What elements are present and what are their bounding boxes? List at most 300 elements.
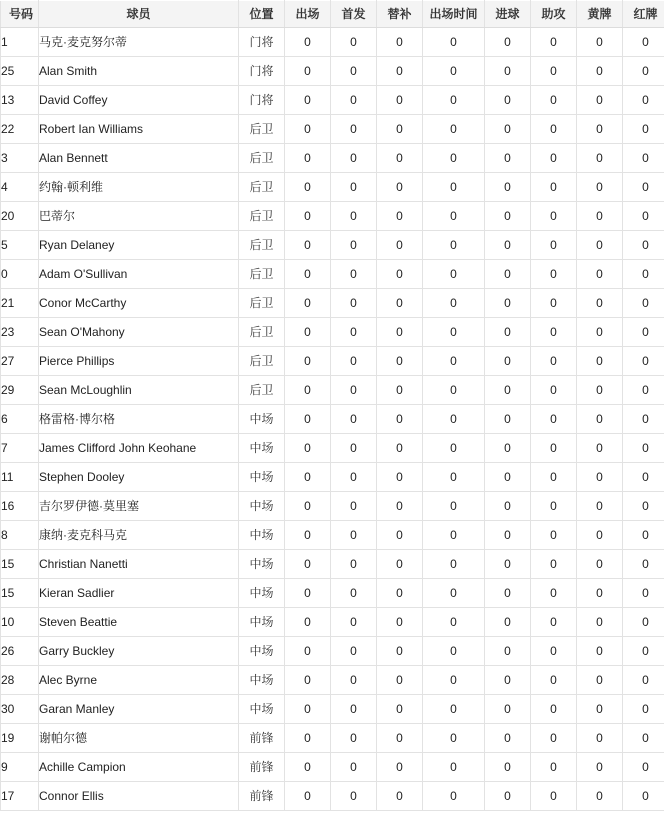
player-goals: 0: [485, 115, 531, 144]
player-starts: 0: [331, 724, 377, 753]
player-sub: 0: [377, 492, 423, 521]
player-number: 9: [1, 753, 39, 782]
player-number: 21: [1, 289, 39, 318]
player-yellow-cards: 0: [577, 637, 623, 666]
player-starts: 0: [331, 376, 377, 405]
player-sub: 0: [377, 231, 423, 260]
player-goals: 0: [485, 579, 531, 608]
player-red-cards: 0: [623, 376, 664, 405]
player-appearances: 0: [285, 637, 331, 666]
player-goals: 0: [485, 86, 531, 115]
player-appearances: 0: [285, 202, 331, 231]
player-number: 25: [1, 57, 39, 86]
table-row[interactable]: [1, 28, 664, 57]
player-goals: 0: [485, 347, 531, 376]
player-yellow-cards: 0: [577, 202, 623, 231]
player-sub: 0: [377, 608, 423, 637]
column-header-yellow: 黄牌: [577, 1, 623, 28]
player-sub: 0: [377, 753, 423, 782]
player-assists: 0: [531, 144, 577, 173]
player-red-cards: 0: [623, 463, 664, 492]
player-assists: 0: [531, 260, 577, 289]
player-sub: 0: [377, 86, 423, 115]
player-appearances: 0: [285, 318, 331, 347]
player-assists: 0: [531, 724, 577, 753]
player-assists: 0: [531, 86, 577, 115]
player-minutes: 0: [423, 521, 485, 550]
player-position: 中场: [239, 492, 285, 521]
player-red-cards: 0: [623, 144, 664, 173]
player-position: 前锋: [239, 782, 285, 811]
player-yellow-cards: 0: [577, 405, 623, 434]
player-goals: 0: [485, 202, 531, 231]
player-assists: 0: [531, 434, 577, 463]
table-row[interactable]: [1, 376, 664, 405]
table-row[interactable]: [1, 608, 664, 637]
player-name: Alan Smith: [39, 57, 239, 86]
player-yellow-cards: 0: [577, 28, 623, 57]
player-red-cards: 0: [623, 318, 664, 347]
player-position: 中场: [239, 695, 285, 724]
player-starts: 0: [331, 144, 377, 173]
player-name: James Clifford John Keohane: [39, 434, 239, 463]
player-name: David Coffey: [39, 86, 239, 115]
table-row[interactable]: [1, 173, 664, 202]
player-starts: 0: [331, 579, 377, 608]
player-assists: 0: [531, 173, 577, 202]
player-number: 6: [1, 405, 39, 434]
table-row[interactable]: [1, 86, 664, 115]
player-goals: 0: [485, 144, 531, 173]
player-starts: 0: [331, 695, 377, 724]
player-number: 17: [1, 782, 39, 811]
player-appearances: 0: [285, 405, 331, 434]
player-position: 中场: [239, 521, 285, 550]
table-row[interactable]: [1, 724, 664, 753]
player-position: 中场: [239, 666, 285, 695]
player-position: 中场: [239, 637, 285, 666]
player-starts: 0: [331, 202, 377, 231]
player-red-cards: 0: [623, 115, 664, 144]
player-minutes: 0: [423, 753, 485, 782]
player-position: 前锋: [239, 724, 285, 753]
player-goals: 0: [485, 57, 531, 86]
player-red-cards: 0: [623, 434, 664, 463]
player-yellow-cards: 0: [577, 86, 623, 115]
player-red-cards: 0: [623, 521, 664, 550]
player-number: 7: [1, 434, 39, 463]
player-red-cards: 0: [623, 289, 664, 318]
player-position: 后卫: [239, 376, 285, 405]
player-starts: 0: [331, 347, 377, 376]
table-row[interactable]: [1, 260, 664, 289]
player-appearances: 0: [285, 579, 331, 608]
player-goals: 0: [485, 724, 531, 753]
player-assists: 0: [531, 666, 577, 695]
column-header-appearances: 出场: [285, 1, 331, 28]
table-row[interactable]: [1, 666, 664, 695]
table-row[interactable]: [1, 231, 664, 260]
player-starts: 0: [331, 753, 377, 782]
column-header-sub: 替补: [377, 1, 423, 28]
player-appearances: 0: [285, 289, 331, 318]
player-red-cards: 0: [623, 637, 664, 666]
player-name: 康纳·麦克科马克: [39, 521, 239, 550]
player-yellow-cards: 0: [577, 57, 623, 86]
player-minutes: 0: [423, 608, 485, 637]
player-sub: 0: [377, 173, 423, 202]
player-minutes: 0: [423, 724, 485, 753]
player-number: 3: [1, 144, 39, 173]
player-position: 前锋: [239, 753, 285, 782]
player-yellow-cards: 0: [577, 695, 623, 724]
player-minutes: 0: [423, 28, 485, 57]
player-sub: 0: [377, 550, 423, 579]
player-minutes: 0: [423, 782, 485, 811]
player-assists: 0: [531, 202, 577, 231]
player-appearances: 0: [285, 28, 331, 57]
player-goals: 0: [485, 695, 531, 724]
player-minutes: 0: [423, 695, 485, 724]
player-sub: 0: [377, 144, 423, 173]
player-position: 后卫: [239, 202, 285, 231]
player-minutes: 0: [423, 57, 485, 86]
player-red-cards: 0: [623, 260, 664, 289]
player-red-cards: 0: [623, 57, 664, 86]
player-position: 后卫: [239, 347, 285, 376]
player-sub: 0: [377, 115, 423, 144]
player-assists: 0: [531, 463, 577, 492]
player-goals: 0: [485, 173, 531, 202]
player-yellow-cards: 0: [577, 260, 623, 289]
player-number: 4: [1, 173, 39, 202]
player-position: 后卫: [239, 115, 285, 144]
player-number: 11: [1, 463, 39, 492]
player-number: 16: [1, 492, 39, 521]
player-position: 后卫: [239, 173, 285, 202]
player-number: 13: [1, 86, 39, 115]
player-yellow-cards: 0: [577, 753, 623, 782]
player-minutes: 0: [423, 173, 485, 202]
table-row[interactable]: [1, 144, 664, 173]
player-name: 吉尔罗伊德·莫里塞: [39, 492, 239, 521]
table-row[interactable]: [1, 434, 664, 463]
player-minutes: 0: [423, 347, 485, 376]
player-minutes: 0: [423, 550, 485, 579]
player-starts: 0: [331, 115, 377, 144]
player-appearances: 0: [285, 86, 331, 115]
table-row[interactable]: [1, 347, 664, 376]
player-yellow-cards: 0: [577, 550, 623, 579]
player-goals: 0: [485, 666, 531, 695]
player-assists: 0: [531, 57, 577, 86]
player-position: 门将: [239, 57, 285, 86]
player-assists: 0: [531, 608, 577, 637]
table-row[interactable]: [1, 695, 664, 724]
player-yellow-cards: 0: [577, 231, 623, 260]
player-assists: 0: [531, 347, 577, 376]
player-number: 29: [1, 376, 39, 405]
player-red-cards: 0: [623, 173, 664, 202]
table-row[interactable]: [1, 550, 664, 579]
player-number: 8: [1, 521, 39, 550]
player-assists: 0: [531, 550, 577, 579]
player-position: 后卫: [239, 231, 285, 260]
player-sub: 0: [377, 347, 423, 376]
player-starts: 0: [331, 666, 377, 695]
player-number: 20: [1, 202, 39, 231]
player-minutes: 0: [423, 579, 485, 608]
player-goals: 0: [485, 463, 531, 492]
player-name: Sean McLoughlin: [39, 376, 239, 405]
player-minutes: 0: [423, 318, 485, 347]
column-header-player: 球员: [39, 1, 239, 28]
player-name: Garry Buckley: [39, 637, 239, 666]
player-goals: 0: [485, 550, 531, 579]
player-sub: 0: [377, 724, 423, 753]
player-appearances: 0: [285, 434, 331, 463]
player-goals: 0: [485, 434, 531, 463]
player-sub: 0: [377, 666, 423, 695]
player-yellow-cards: 0: [577, 173, 623, 202]
player-appearances: 0: [285, 608, 331, 637]
player-sub: 0: [377, 28, 423, 57]
player-minutes: 0: [423, 434, 485, 463]
player-minutes: 0: [423, 115, 485, 144]
player-red-cards: 0: [623, 550, 664, 579]
player-appearances: 0: [285, 231, 331, 260]
player-starts: 0: [331, 289, 377, 318]
player-starts: 0: [331, 28, 377, 57]
player-position: 中场: [239, 434, 285, 463]
player-sub: 0: [377, 202, 423, 231]
table-row[interactable]: [1, 637, 664, 666]
player-sub: 0: [377, 695, 423, 724]
player-sub: 0: [377, 579, 423, 608]
player-appearances: 0: [285, 260, 331, 289]
player-number: 28: [1, 666, 39, 695]
player-appearances: 0: [285, 753, 331, 782]
table-row[interactable]: [1, 753, 664, 782]
player-number: 10: [1, 608, 39, 637]
player-red-cards: 0: [623, 724, 664, 753]
player-assists: 0: [531, 376, 577, 405]
player-name: 马克·麦克努尔蒂: [39, 28, 239, 57]
player-red-cards: 0: [623, 753, 664, 782]
player-name: Pierce Phillips: [39, 347, 239, 376]
player-position: 中场: [239, 463, 285, 492]
player-starts: 0: [331, 463, 377, 492]
player-sub: 0: [377, 260, 423, 289]
player-name: Garan Manley: [39, 695, 239, 724]
player-goals: 0: [485, 608, 531, 637]
player-starts: 0: [331, 782, 377, 811]
table-row[interactable]: [1, 492, 664, 521]
table-header-row: [1, 1, 664, 28]
table-row[interactable]: [1, 463, 664, 492]
table-row[interactable]: [1, 521, 664, 550]
player-sub: 0: [377, 434, 423, 463]
player-red-cards: 0: [623, 231, 664, 260]
player-appearances: 0: [285, 724, 331, 753]
player-position: 后卫: [239, 144, 285, 173]
player-appearances: 0: [285, 550, 331, 579]
column-header-assists: 助攻: [531, 1, 577, 28]
table-row[interactable]: [1, 318, 664, 347]
player-name: Adam O'Sullivan: [39, 260, 239, 289]
table-row[interactable]: [1, 782, 664, 811]
table-row[interactable]: [1, 289, 664, 318]
player-red-cards: 0: [623, 492, 664, 521]
player-red-cards: 0: [623, 666, 664, 695]
player-minutes: 0: [423, 463, 485, 492]
player-red-cards: 0: [623, 405, 664, 434]
player-assists: 0: [531, 289, 577, 318]
player-assists: 0: [531, 492, 577, 521]
player-starts: 0: [331, 173, 377, 202]
player-starts: 0: [331, 492, 377, 521]
player-assists: 0: [531, 318, 577, 347]
player-starts: 0: [331, 405, 377, 434]
player-name: Alan Bennett: [39, 144, 239, 173]
player-starts: 0: [331, 231, 377, 260]
player-red-cards: 0: [623, 347, 664, 376]
player-minutes: 0: [423, 289, 485, 318]
player-goals: 0: [485, 753, 531, 782]
player-number: 26: [1, 637, 39, 666]
player-goals: 0: [485, 637, 531, 666]
player-goals: 0: [485, 405, 531, 434]
table-row[interactable]: [1, 579, 664, 608]
player-name: Christian Nanetti: [39, 550, 239, 579]
player-position: 后卫: [239, 318, 285, 347]
table-row[interactable]: [1, 57, 664, 86]
player-position: 后卫: [239, 289, 285, 318]
player-minutes: 0: [423, 405, 485, 434]
player-appearances: 0: [285, 144, 331, 173]
column-header-position: 位置: [239, 1, 285, 28]
player-sub: 0: [377, 782, 423, 811]
player-name: Connor Ellis: [39, 782, 239, 811]
player-minutes: 0: [423, 376, 485, 405]
player-red-cards: 0: [623, 202, 664, 231]
player-starts: 0: [331, 86, 377, 115]
player-yellow-cards: 0: [577, 318, 623, 347]
player-goals: 0: [485, 782, 531, 811]
table-body: [1, 28, 664, 811]
player-yellow-cards: 0: [577, 347, 623, 376]
player-name: Robert Ian Williams: [39, 115, 239, 144]
player-yellow-cards: 0: [577, 376, 623, 405]
player-sub: 0: [377, 463, 423, 492]
player-sub: 0: [377, 57, 423, 86]
player-position: 中场: [239, 550, 285, 579]
player-goals: 0: [485, 231, 531, 260]
player-red-cards: 0: [623, 28, 664, 57]
player-assists: 0: [531, 695, 577, 724]
player-goals: 0: [485, 318, 531, 347]
player-yellow-cards: 0: [577, 289, 623, 318]
player-minutes: 0: [423, 666, 485, 695]
player-yellow-cards: 0: [577, 608, 623, 637]
player-yellow-cards: 0: [577, 115, 623, 144]
player-starts: 0: [331, 521, 377, 550]
column-header-goals: 进球: [485, 1, 531, 28]
player-red-cards: 0: [623, 782, 664, 811]
player-appearances: 0: [285, 376, 331, 405]
player-minutes: 0: [423, 231, 485, 260]
player-number: 27: [1, 347, 39, 376]
column-header-minutes: 出场时间: [423, 1, 485, 28]
player-starts: 0: [331, 318, 377, 347]
player-appearances: 0: [285, 521, 331, 550]
player-yellow-cards: 0: [577, 521, 623, 550]
player-red-cards: 0: [623, 608, 664, 637]
player-position: 中场: [239, 579, 285, 608]
player-name: Alec Byrne: [39, 666, 239, 695]
player-yellow-cards: 0: [577, 463, 623, 492]
player-yellow-cards: 0: [577, 724, 623, 753]
player-name: Kieran Sadlier: [39, 579, 239, 608]
player-goals: 0: [485, 28, 531, 57]
player-appearances: 0: [285, 782, 331, 811]
player-name: Steven Beattie: [39, 608, 239, 637]
player-sub: 0: [377, 318, 423, 347]
player-appearances: 0: [285, 695, 331, 724]
player-number: 30: [1, 695, 39, 724]
player-position: 门将: [239, 86, 285, 115]
player-yellow-cards: 0: [577, 782, 623, 811]
player-position: 中场: [239, 405, 285, 434]
table-row[interactable]: [1, 202, 664, 231]
player-goals: 0: [485, 376, 531, 405]
player-assists: 0: [531, 579, 577, 608]
player-appearances: 0: [285, 463, 331, 492]
player-name: Ryan Delaney: [39, 231, 239, 260]
player-name: Achille Campion: [39, 753, 239, 782]
player-name: Sean O'Mahony: [39, 318, 239, 347]
player-minutes: 0: [423, 144, 485, 173]
player-goals: 0: [485, 289, 531, 318]
player-appearances: 0: [285, 347, 331, 376]
player-red-cards: 0: [623, 86, 664, 115]
player-name: Stephen Dooley: [39, 463, 239, 492]
player-minutes: 0: [423, 260, 485, 289]
player-assists: 0: [531, 521, 577, 550]
player-starts: 0: [331, 434, 377, 463]
table-row[interactable]: [1, 405, 664, 434]
player-number: 15: [1, 550, 39, 579]
player-yellow-cards: 0: [577, 144, 623, 173]
player-starts: 0: [331, 550, 377, 579]
player-sub: 0: [377, 637, 423, 666]
player-minutes: 0: [423, 86, 485, 115]
player-sub: 0: [377, 521, 423, 550]
player-starts: 0: [331, 57, 377, 86]
player-goals: 0: [485, 260, 531, 289]
player-red-cards: 0: [623, 695, 664, 724]
player-sub: 0: [377, 376, 423, 405]
column-header-red: 红牌: [623, 1, 664, 28]
player-minutes: 0: [423, 637, 485, 666]
player-minutes: 0: [423, 492, 485, 521]
player-starts: 0: [331, 608, 377, 637]
player-appearances: 0: [285, 492, 331, 521]
table-row[interactable]: [1, 115, 664, 144]
player-goals: 0: [485, 521, 531, 550]
player-name: Conor McCarthy: [39, 289, 239, 318]
player-name: 约翰·顿利维: [39, 173, 239, 202]
